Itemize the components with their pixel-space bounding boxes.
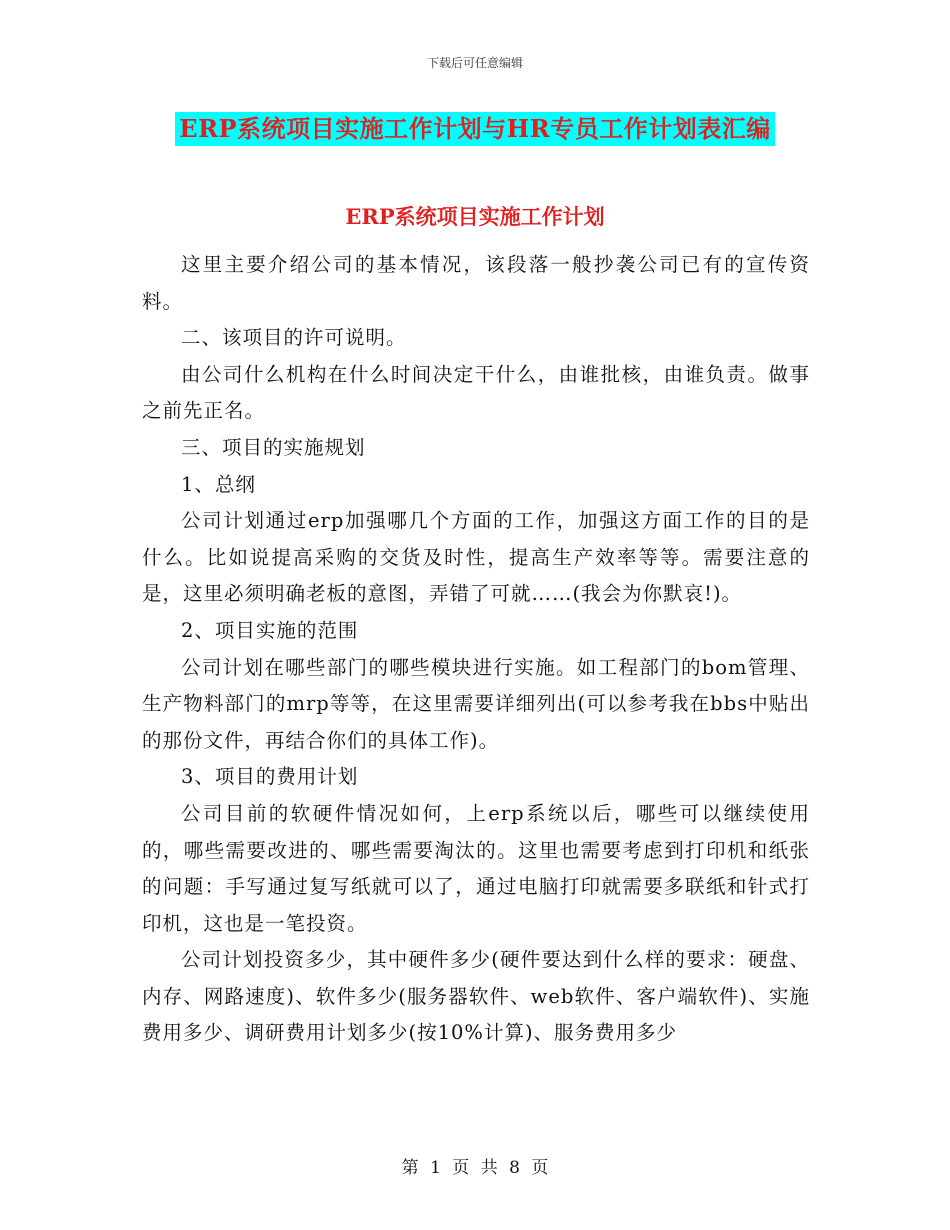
paragraph: 1、总纲 (181, 472, 256, 496)
paragraph: 3、项目的费用计划 (181, 765, 359, 789)
paragraph: 三、项目的实施规划 (181, 435, 366, 459)
paragraph: 公司计划投资多少，其中硬件多少(硬件要达到什么样的要求：硬盘、内存、网路速度)、软件多少(服务器软件、web软件、客户端软件)、实施费用多少、调研费用计划多少(按10%计算)、服务费用多少 (142, 948, 810, 1045)
document-title: ERP系统项目实施工作计划与HR专员工作计划表汇编 (175, 112, 774, 146)
document-body (142, 247, 810, 1052)
document-title-container (0, 112, 950, 146)
paragraph: 由公司什么机构在什么时间决定干什么，由谁批核，由谁负责。做事之前先正名。 (142, 362, 810, 423)
paragraph: 这里主要介绍公司的基本情况，该段落一般抄袭公司已有的宣传资料。 (142, 253, 810, 313)
paragraph: 二、该项目的许可说明。 (181, 326, 407, 350)
header-note: 下载后可任意编辑 (426, 56, 523, 70)
paragraph: 公司计划在哪些部门的哪些模块进行实施。如工程部门的bom管理、生产物料部门的mrp等等，在这里需要详细列出(可以参考我在bbs中贴出的那份文件，再结合你们的具体工作)。 (142, 655, 810, 752)
paragraph: 公司目前的软硬件情况如何，上erp系统以后，哪些可以继续使用的，哪些需要改进的、哪些需要淘汰的。这里也需要考虑到打印机和纸张的问题：手写通过复写纸就可以了，通过电脑打印就需要多联纸和针式打印机，这也是一笔投资。 (142, 801, 810, 935)
paragraph: 公司计划通过erp加强哪几个方面的工作，加强这方面工作的目的是什么。比如说提高采购的交货及时性，提高生产效率等等。需要注意的是，这里必须明确老板的意图，弄错了可就……(我会为你默哀!)。 (142, 509, 810, 606)
page-footer: 第 1 页 共 8 页 (401, 1158, 549, 1178)
paragraph: 2、项目实施的范围 (181, 618, 359, 642)
section-title: ERP系统项目实施工作计划 (345, 204, 605, 229)
